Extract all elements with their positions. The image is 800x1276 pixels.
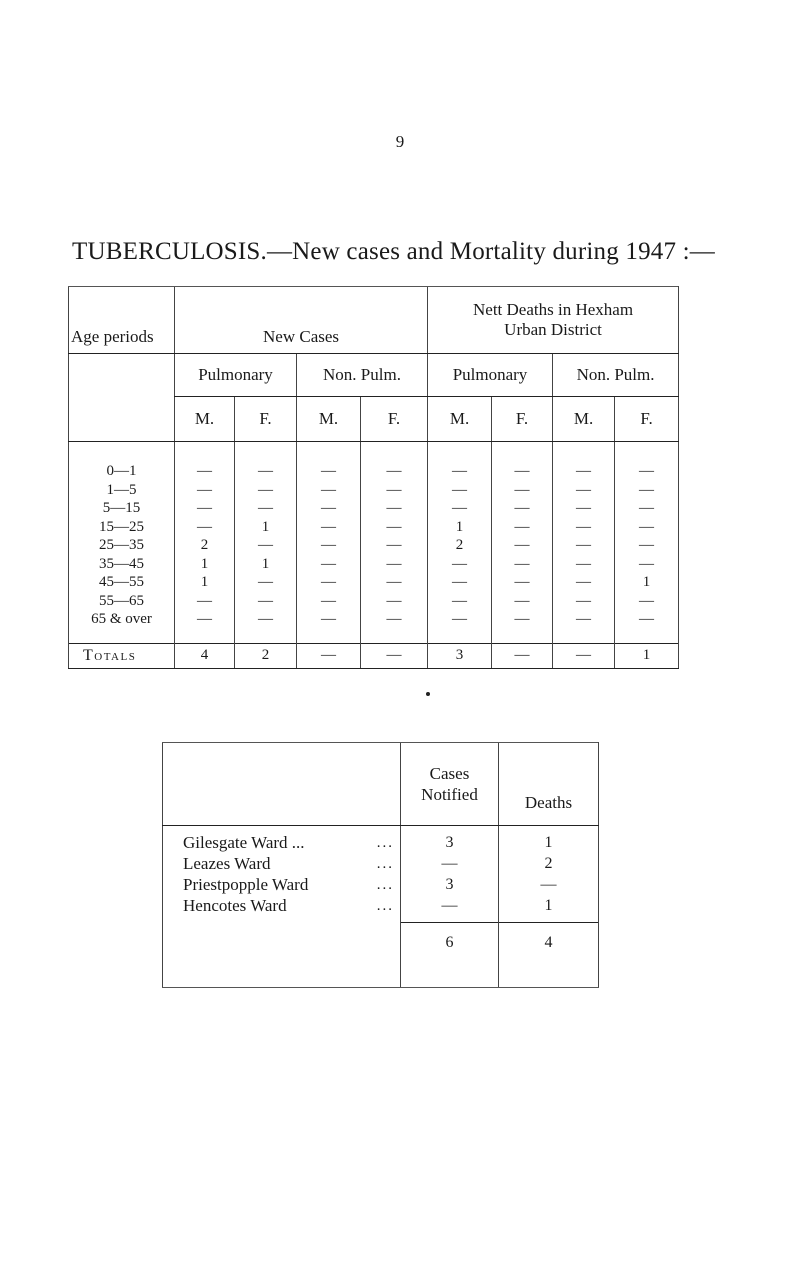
leader-dots: ... xyxy=(376,897,394,914)
tuberculosis-age-table xyxy=(68,286,679,669)
deaths-non-pulm-header: Non. Pulm. xyxy=(553,354,679,397)
age-period-label: 25—35 xyxy=(69,536,175,555)
count-cell: — xyxy=(361,518,428,537)
deaths-pulmonary-header: Pulmonary xyxy=(428,354,553,397)
total-deaths: 4 xyxy=(499,923,599,964)
count-cell: — xyxy=(553,518,615,537)
age-row xyxy=(69,462,679,481)
col-m: M. xyxy=(553,397,615,442)
age-period-label: 0—1 xyxy=(69,462,175,481)
total-cell: — xyxy=(297,643,361,668)
count-cell: — xyxy=(235,592,297,611)
count-cell: — xyxy=(492,499,553,518)
count-cell: — xyxy=(175,592,235,611)
col-f: F. xyxy=(235,397,297,442)
ward-totals-row xyxy=(163,923,599,964)
total-cell: — xyxy=(361,643,428,668)
count-cell: — xyxy=(492,536,553,555)
count-cell: — xyxy=(175,462,235,481)
ward-totals-blank xyxy=(163,923,401,964)
ward-row xyxy=(163,874,599,895)
count-cell: — xyxy=(361,610,428,629)
count-cell: — xyxy=(297,518,361,537)
new-non-pulm-header: Non. Pulm. xyxy=(297,354,428,397)
age-row xyxy=(69,536,679,555)
count-cell: 2 xyxy=(175,536,235,555)
leader-dots: ... xyxy=(376,834,394,851)
count-cell: — xyxy=(428,499,492,518)
nett-deaths-header xyxy=(428,287,679,354)
new-pulmonary-header: Pulmonary xyxy=(175,354,297,397)
col-m: M. xyxy=(297,397,361,442)
age-period-label: 65 & over xyxy=(69,610,175,629)
ward-row xyxy=(163,895,599,916)
count-cell: — xyxy=(175,499,235,518)
count-cell: — xyxy=(361,499,428,518)
count-cell: — xyxy=(553,481,615,500)
nett-deaths-header-line1: Nett Deaths in Hexham xyxy=(473,300,634,319)
age-period-label: 5—15 xyxy=(69,499,175,518)
count-cell: 1 xyxy=(428,518,492,537)
deaths-cell: 2 xyxy=(499,853,599,874)
count-cell: — xyxy=(361,481,428,500)
count-cell: — xyxy=(297,592,361,611)
count-cell: — xyxy=(428,555,492,574)
deaths-header: Deaths xyxy=(499,743,599,826)
count-cell: — xyxy=(361,462,428,481)
count-cell: — xyxy=(235,481,297,500)
col-m: M. xyxy=(175,397,235,442)
count-cell: — xyxy=(553,592,615,611)
ward-row xyxy=(163,853,599,874)
count-cell: — xyxy=(361,555,428,574)
count-cell: — xyxy=(428,462,492,481)
deaths-cell: 1 xyxy=(499,895,599,916)
cases-header-line2: Notified xyxy=(421,785,478,804)
count-cell: — xyxy=(615,499,679,518)
count-cell: — xyxy=(615,555,679,574)
count-cell: — xyxy=(235,573,297,592)
count-cell: — xyxy=(492,481,553,500)
total-cell: 2 xyxy=(235,643,297,668)
separator-dot xyxy=(426,692,430,696)
leader-dots: ... xyxy=(376,855,394,872)
count-cell: — xyxy=(428,592,492,611)
age-row xyxy=(69,481,679,500)
col-m: M. xyxy=(428,397,492,442)
age-period-label: 45—55 xyxy=(69,573,175,592)
total-cases: 6 xyxy=(401,923,499,964)
age-period-label: 35—45 xyxy=(69,555,175,574)
ward-header-blank xyxy=(163,743,401,826)
age-row xyxy=(69,610,679,629)
page-title: TUBERCULOSIS.—New cases and Mortality during 1947 :— xyxy=(72,238,715,265)
count-cell: — xyxy=(492,555,553,574)
count-cell: — xyxy=(428,481,492,500)
count-cell: — xyxy=(492,573,553,592)
count-cell: — xyxy=(175,610,235,629)
count-cell: — xyxy=(615,481,679,500)
count-cell: — xyxy=(615,462,679,481)
age-period-label: 1—5 xyxy=(69,481,175,500)
ward-name: Leazes Ward xyxy=(163,853,335,874)
count-cell: — xyxy=(361,536,428,555)
count-cell: — xyxy=(553,555,615,574)
cases-notified-cell: — xyxy=(401,853,499,874)
count-cell: — xyxy=(553,610,615,629)
total-cell: 3 xyxy=(428,643,492,668)
ward-name: Hencotes Ward xyxy=(163,895,335,916)
new-cases-header: New Cases xyxy=(175,287,428,354)
deaths-cell: — xyxy=(499,874,599,895)
age-period-label: 15—25 xyxy=(69,518,175,537)
deaths-cell: 1 xyxy=(499,832,599,853)
total-cell: — xyxy=(553,643,615,668)
count-cell: — xyxy=(553,536,615,555)
count-cell: — xyxy=(175,518,235,537)
count-cell: — xyxy=(297,610,361,629)
total-cell: 1 xyxy=(615,643,679,668)
age-row xyxy=(69,499,679,518)
age-row xyxy=(69,555,679,574)
count-cell: — xyxy=(553,499,615,518)
count-cell: — xyxy=(428,610,492,629)
count-cell: 1 xyxy=(615,573,679,592)
count-cell: — xyxy=(492,518,553,537)
age-periods-header: Age periods xyxy=(69,287,175,354)
age-row xyxy=(69,573,679,592)
leader-dots: ... xyxy=(376,876,394,893)
age-period-label: 55—65 xyxy=(69,592,175,611)
count-cell: — xyxy=(235,499,297,518)
col-f: F. xyxy=(361,397,428,442)
col-f: F. xyxy=(615,397,679,442)
count-cell: — xyxy=(235,610,297,629)
count-cell: — xyxy=(175,481,235,500)
count-cell: — xyxy=(492,610,553,629)
count-cell: — xyxy=(615,518,679,537)
count-cell: 1 xyxy=(175,573,235,592)
ward-row xyxy=(163,832,599,853)
count-cell: 2 xyxy=(428,536,492,555)
cases-notified-header xyxy=(401,743,499,826)
count-cell: — xyxy=(297,462,361,481)
count-cell: — xyxy=(235,536,297,555)
cases-header-line1: Cases xyxy=(429,764,470,783)
count-cell: 1 xyxy=(175,555,235,574)
totals-label: Totals xyxy=(69,643,175,668)
count-cell: — xyxy=(297,555,361,574)
age-header-blank xyxy=(69,354,175,397)
count-cell: — xyxy=(361,573,428,592)
age-row xyxy=(69,518,679,537)
count-cell: — xyxy=(615,610,679,629)
count-cell: — xyxy=(553,462,615,481)
ward-name: Gilesgate Ward ... xyxy=(163,832,335,853)
count-cell: — xyxy=(297,573,361,592)
count-cell: — xyxy=(553,573,615,592)
nett-deaths-header-line2: Urban District xyxy=(504,320,602,339)
count-cell: 1 xyxy=(235,555,297,574)
count-cell: — xyxy=(428,573,492,592)
page-number: 9 xyxy=(395,132,405,151)
cases-notified-cell: 3 xyxy=(401,874,499,895)
col-f: F. xyxy=(492,397,553,442)
count-cell: — xyxy=(492,592,553,611)
count-cell: — xyxy=(361,592,428,611)
age-header-blank-2 xyxy=(69,397,175,442)
ward-table xyxy=(162,742,599,988)
age-row xyxy=(69,592,679,611)
cases-notified-cell: — xyxy=(401,895,499,916)
count-cell: — xyxy=(297,481,361,500)
total-cell: — xyxy=(492,643,553,668)
count-cell: — xyxy=(492,462,553,481)
total-cell: 4 xyxy=(175,643,235,668)
count-cell: — xyxy=(297,536,361,555)
count-cell: — xyxy=(615,592,679,611)
count-cell: — xyxy=(235,462,297,481)
count-cell: 1 xyxy=(235,518,297,537)
cases-notified-cell: 3 xyxy=(401,832,499,853)
ward-name: Priestpopple Ward xyxy=(163,874,335,895)
count-cell: — xyxy=(615,536,679,555)
count-cell: — xyxy=(297,499,361,518)
totals-row xyxy=(69,643,679,668)
